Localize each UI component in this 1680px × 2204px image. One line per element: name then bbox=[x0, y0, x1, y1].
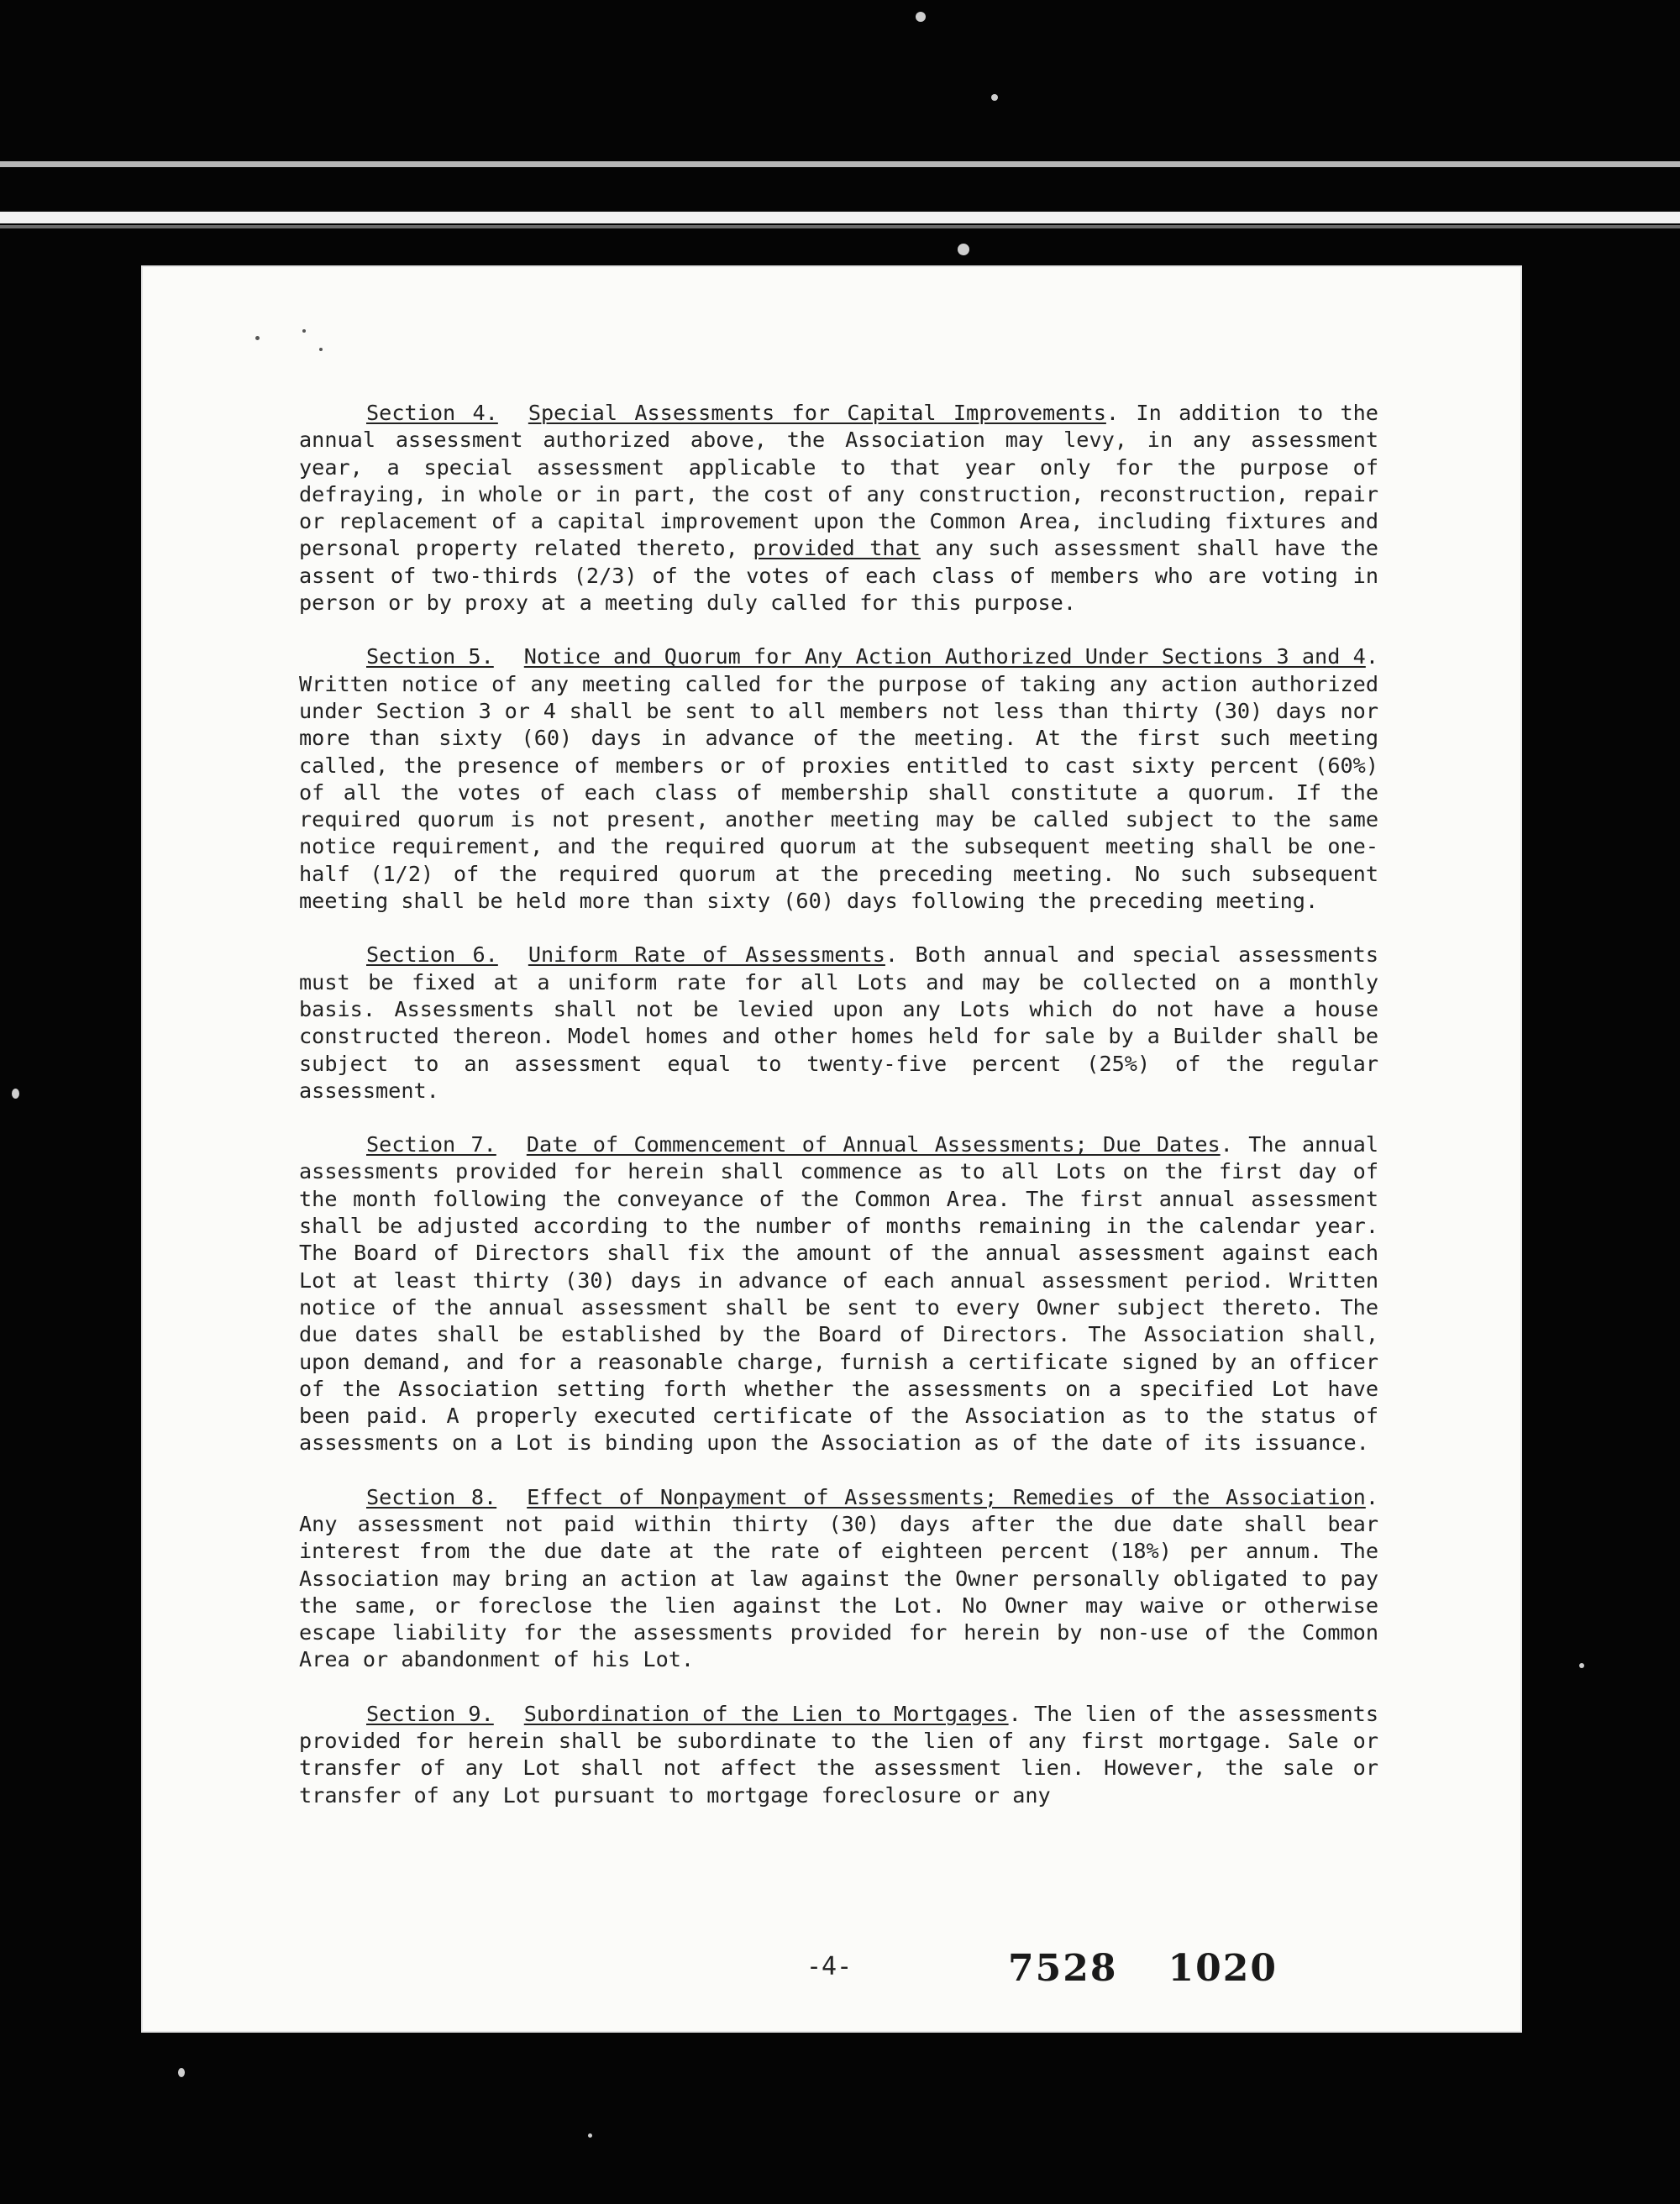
scan-speck bbox=[991, 94, 998, 101]
book-number: 7528 bbox=[1008, 1947, 1118, 1990]
page-speck bbox=[302, 329, 306, 333]
section-number: Section 5. bbox=[366, 644, 494, 669]
scan-artifact-line bbox=[0, 225, 1680, 228]
page-footer bbox=[143, 1947, 1520, 1997]
section-5 bbox=[299, 643, 1378, 915]
scan-speck bbox=[12, 1089, 19, 1099]
scan-speck bbox=[958, 244, 969, 255]
section-body: In addition to the annual assessment authorized above, the Association may levy, in any assessment year, a special assessment applicable to that year only for the purpose of defraying, in whole or in part, the cost of any construction, reconstruction, repair or replacement of a capital improvement upon the Common Area, including fixtures and personal property related thereto, bbox=[299, 401, 1378, 561]
recording-stamp bbox=[1008, 1947, 1278, 1990]
section-title: Special Assessments for Capital Improvements bbox=[528, 401, 1106, 425]
section-number: Section 7. bbox=[366, 1132, 496, 1157]
page-speck bbox=[319, 348, 323, 351]
section-title-suffix: . bbox=[1220, 1132, 1233, 1157]
section-4 bbox=[299, 400, 1378, 617]
section-title: Date of Commencement of Annual Assessments; Due Dates bbox=[526, 1132, 1221, 1157]
section-7 bbox=[299, 1131, 1378, 1457]
section-9 bbox=[299, 1701, 1378, 1809]
section-number: Section 4. bbox=[366, 401, 498, 425]
section-title: Uniform Rate of Assessments bbox=[528, 942, 885, 968]
recording-page-number: 1020 bbox=[1168, 1947, 1278, 1990]
document-page bbox=[143, 267, 1520, 2031]
scan-speck bbox=[1579, 1663, 1584, 1668]
scan-artifact-line bbox=[0, 212, 1680, 223]
scan-speck bbox=[916, 12, 926, 22]
section-title-suffix: . bbox=[1008, 1701, 1021, 1726]
section-body: Any assessment not paid within thirty (30) days after the due date shall bear interest from the due date at the rate of eighteen percent (18%) per annum. The Association may bring an action at law against the Owner personally obligated to pay the same, or foreclose the lien against the Lot. No Owner may waive or otherwise escape liability for the assessments provided for herein by non-use of the Common Area or abandonment of his Lot. bbox=[299, 1511, 1378, 1672]
section-title: Effect of Nonpayment of Assessments; Remedies of the Association bbox=[527, 1484, 1366, 1509]
page-speck bbox=[255, 336, 260, 340]
section-body: any such assessment shall have the assent of two-thirds (2/3) of the votes of each class of members who are voting in person or by proxy at a meeting duly called for this purpose. bbox=[299, 536, 1378, 616]
section-title: Subordination of the Lien to Mortgages bbox=[523, 1701, 1009, 1726]
section-number: Section 9. bbox=[366, 1701, 494, 1726]
section-body: The annual assessments provided for herein shall commence as to all Lots on the first day of the month following the conveyance of the Common Area. The first annual assessment shall be adjusted according to the number of months remaining in the calendar year. The Board of Directors shall fix the amount of the annual assessment against each Lot at least thirty (30) days in advance of each annual assessment period. Written notice of the annual assessment shall be sent to every Owner subject thereto. The due dates shall be established by the Board of Directors. The Association shall, upon demand, and for a reasonable charge, furnish a certificate signed by an officer of the Association setting forth whether the assessments on a specified Lot have been paid. A properly executed certificate of the Association as to the status of assessments on a Lot is binding upon the Association as of the date of its issuance. bbox=[299, 1132, 1378, 1456]
section-number: Section 6. bbox=[366, 942, 498, 968]
section-underlined-phrase: provided that bbox=[753, 536, 921, 561]
scan-speck bbox=[178, 2068, 185, 2077]
document-body bbox=[299, 400, 1378, 1836]
section-title: Notice and Quorum for Any Action Authorized Under Sections 3 and 4 bbox=[523, 644, 1366, 669]
section-title-suffix: . bbox=[885, 942, 899, 968]
section-title-suffix: . bbox=[1365, 644, 1378, 669]
scan-speck bbox=[588, 2133, 592, 2138]
section-number: Section 8. bbox=[366, 1484, 497, 1509]
section-body: Both annual and special assessments must be fixed at a uniform rate for all Lots and may be collected on a monthly basis. Assessments shall not be levied upon any Lots which do not have a house constructed thereon. Model homes and other homes held for sale by a Builder shall be subject to an assessment equal to twenty-five percent (25%) of the regular assessment. bbox=[299, 942, 1378, 1103]
section-body: The lien of the assessments provided for herein shall be subordinate to the lien of any first mortgage. Sale or transfer of any Lot shall not affect the assessment lien. However, the sale or transfer of any Lot pursuant to mortgage foreclosure or any bbox=[299, 1701, 1378, 1808]
section-title-suffix: . bbox=[1105, 401, 1120, 425]
section-title-suffix: . bbox=[1365, 1484, 1378, 1509]
section-body: Written notice of any meeting called for the purpose of taking any action authorized under Section 3 or 4 shall be sent to all members not less than thirty (30) days nor more than sixty (60) days in advance of the meeting. At the first such meeting called, the presence of members or of proxies entitled to cast sixty percent (60%) of all the votes of each class of membership shall constitute a quorum. If the required quorum is not present, another meeting may be called subject to the same notice requirement, and the required quorum at the subsequent meeting shall be one-half (1/2) of the required quorum at the preceding meeting. No such subsequent meeting shall be held more than sixty (60) days following the preceding meeting. bbox=[299, 671, 1378, 914]
section-8 bbox=[299, 1484, 1378, 1674]
section-6 bbox=[299, 942, 1378, 1105]
page-number: -4- bbox=[806, 1952, 853, 1981]
scan-artifact-line bbox=[0, 161, 1680, 167]
